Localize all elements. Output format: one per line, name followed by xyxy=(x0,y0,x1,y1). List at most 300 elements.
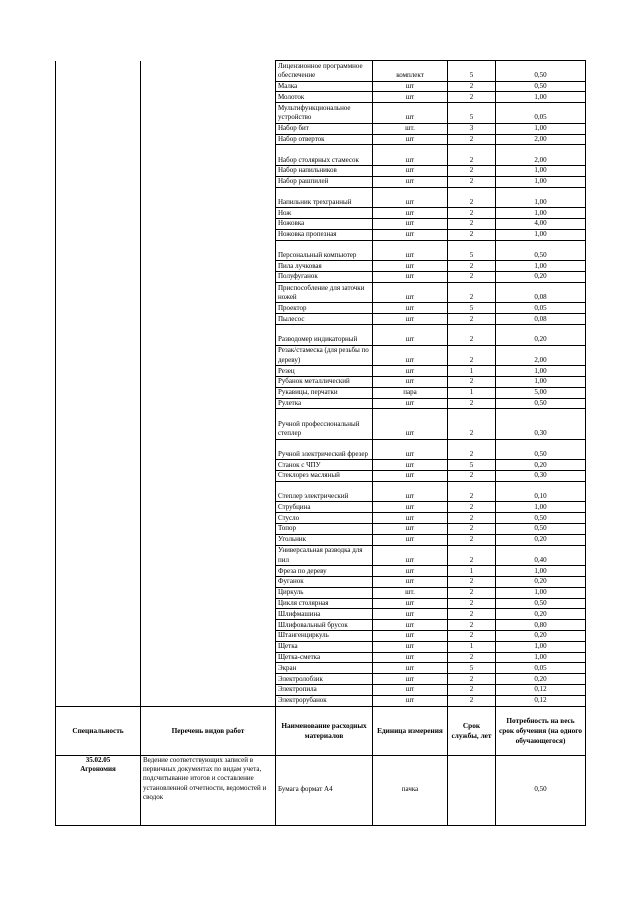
item-name-cell: Универсальная разводка для пил xyxy=(276,545,373,566)
item-name-cell: Щетка-сметка xyxy=(276,652,373,663)
item-unit-cell: шт xyxy=(373,398,448,409)
item-need-cell: 0,50 xyxy=(496,513,586,524)
table-row xyxy=(56,566,586,577)
item-unit-cell: шт xyxy=(373,534,448,545)
item-name-cell: Цикля столярная xyxy=(276,598,373,609)
need-cell: 0,50 xyxy=(496,755,586,825)
blank-cell xyxy=(56,271,141,282)
item-need-cell: 0,50 xyxy=(496,524,586,535)
item-term-cell: 2 xyxy=(448,577,496,588)
blank-cell xyxy=(141,366,276,377)
table-row xyxy=(56,695,586,706)
header-material: Наименование расходных материалов xyxy=(276,706,373,755)
table-row xyxy=(56,345,586,366)
item-need-cell: 1,00 xyxy=(496,92,586,103)
material-cell: Бумага формат А4 xyxy=(276,755,373,825)
item-need-cell: 0,10 xyxy=(496,481,586,502)
item-unit-cell: шт xyxy=(373,271,448,282)
blank-cell xyxy=(56,81,141,92)
item-term-cell: 2 xyxy=(448,652,496,663)
blank-cell xyxy=(141,145,276,166)
blank-cell xyxy=(141,271,276,282)
item-unit-cell: шт xyxy=(373,208,448,219)
item-need-cell: 1,00 xyxy=(496,652,586,663)
item-name-cell: Щетка xyxy=(276,641,373,652)
item-term-cell: 2 xyxy=(448,229,496,240)
item-unit-cell: шт xyxy=(373,92,448,103)
blank-cell xyxy=(141,609,276,620)
blank-cell xyxy=(141,460,276,471)
blank-cell xyxy=(141,502,276,513)
blank-cell xyxy=(141,641,276,652)
table-row xyxy=(56,609,586,620)
table-row xyxy=(56,663,586,674)
table-row xyxy=(56,218,586,229)
item-need-cell: 1,00 xyxy=(496,376,586,387)
table-row xyxy=(56,598,586,609)
item-unit-cell: шт xyxy=(373,134,448,145)
blank-cell xyxy=(56,303,141,314)
item-name-cell: Ручной профессиональный степлер xyxy=(276,409,373,439)
item-name-cell: Лицензионное программное обеспечение xyxy=(276,61,373,82)
item-unit-cell: шт xyxy=(373,641,448,652)
item-need-cell: 0,30 xyxy=(496,471,586,482)
table-row xyxy=(56,366,586,377)
item-need-cell: 0,20 xyxy=(496,631,586,642)
item-term-cell: 2 xyxy=(448,513,496,524)
blank-cell xyxy=(141,314,276,325)
item-need-cell: 0,20 xyxy=(496,534,586,545)
header-unit: Единица измерения xyxy=(373,706,448,755)
blank-cell xyxy=(56,631,141,642)
blank-cell xyxy=(56,685,141,696)
table-row xyxy=(56,303,586,314)
blank-cell xyxy=(141,631,276,642)
blank-cell xyxy=(56,366,141,377)
item-need-cell: 1,00 xyxy=(496,176,586,187)
specialty-name: Агрономия xyxy=(80,765,116,774)
item-term-cell: 2 xyxy=(448,282,496,303)
blank-cell xyxy=(56,208,141,219)
blank-cell xyxy=(141,674,276,685)
item-name-cell: Проектор xyxy=(276,303,373,314)
blank-cell xyxy=(56,620,141,631)
blank-cell xyxy=(141,303,276,314)
table-row xyxy=(56,502,586,513)
header-works: Перечень видов работ xyxy=(141,706,276,755)
blank-cell xyxy=(141,165,276,176)
blank-cell xyxy=(141,598,276,609)
blank-cell xyxy=(56,229,141,240)
item-unit-cell: шт xyxy=(373,471,448,482)
item-name-cell: Шлифмашина xyxy=(276,609,373,620)
blank-cell xyxy=(141,123,276,134)
blank-cell xyxy=(56,524,141,535)
item-term-cell: 1 xyxy=(448,387,496,398)
blank-cell xyxy=(141,81,276,92)
item-need-cell: 0,50 xyxy=(496,61,586,82)
item-term-cell: 2 xyxy=(448,620,496,631)
blank-cell xyxy=(56,345,141,366)
blank-cell xyxy=(141,566,276,577)
item-term-cell: 2 xyxy=(448,218,496,229)
item-unit-cell: шт xyxy=(373,545,448,566)
blank-cell xyxy=(56,376,141,387)
item-term-cell: 2 xyxy=(448,81,496,92)
item-unit-cell: шт xyxy=(373,218,448,229)
item-need-cell: 2,00 xyxy=(496,145,586,166)
blank-cell xyxy=(141,685,276,696)
item-need-cell: 2,00 xyxy=(496,345,586,366)
item-unit-cell: шт xyxy=(373,652,448,663)
item-term-cell: 5 xyxy=(448,61,496,82)
item-term-cell: 5 xyxy=(448,240,496,261)
item-name-cell: Персональный компьютер xyxy=(276,240,373,261)
blank-cell xyxy=(56,61,141,82)
item-term-cell: 2 xyxy=(448,324,496,345)
header-specialty: Специальность xyxy=(56,706,141,755)
table-row xyxy=(56,208,586,219)
item-need-cell: 1,00 xyxy=(496,587,586,598)
blank-cell xyxy=(56,176,141,187)
item-name-cell: Набор отверток xyxy=(276,134,373,145)
item-need-cell: 0,08 xyxy=(496,282,586,303)
blank-cell xyxy=(56,587,141,598)
item-term-cell: 2 xyxy=(448,314,496,325)
blank-cell xyxy=(141,324,276,345)
blank-cell xyxy=(141,398,276,409)
item-term-cell: 2 xyxy=(448,631,496,642)
item-term-cell: 2 xyxy=(448,92,496,103)
table-row xyxy=(56,481,586,502)
table-row xyxy=(56,145,586,166)
blank-cell xyxy=(56,534,141,545)
item-term-cell: 3 xyxy=(448,123,496,134)
blank-cell xyxy=(141,229,276,240)
blank-cell xyxy=(56,566,141,577)
materials-header-row xyxy=(56,706,586,755)
item-name-cell: Шлифовальный брусок xyxy=(276,620,373,631)
item-term-cell: 2 xyxy=(448,176,496,187)
equipment-table xyxy=(55,60,586,826)
item-need-cell: 1,00 xyxy=(496,229,586,240)
item-term-cell: 2 xyxy=(448,471,496,482)
table-row xyxy=(56,631,586,642)
blank-cell xyxy=(56,240,141,261)
blank-cell xyxy=(56,577,141,588)
blank-cell xyxy=(141,134,276,145)
item-name-cell: Стусло xyxy=(276,513,373,524)
item-unit-cell: шт xyxy=(373,609,448,620)
blank-cell xyxy=(141,652,276,663)
item-need-cell: 0,12 xyxy=(496,695,586,706)
item-unit-cell: шт xyxy=(373,240,448,261)
blank-cell xyxy=(141,481,276,502)
blank-cell xyxy=(141,587,276,598)
item-need-cell: 1,00 xyxy=(496,187,586,208)
blank-cell xyxy=(56,165,141,176)
item-need-cell: 0,20 xyxy=(496,674,586,685)
blank-cell xyxy=(141,376,276,387)
item-term-cell: 2 xyxy=(448,145,496,166)
item-term-cell: 2 xyxy=(448,685,496,696)
blank-cell xyxy=(141,261,276,272)
item-term-cell: 2 xyxy=(448,134,496,145)
item-need-cell: 0,20 xyxy=(496,609,586,620)
blank-cell xyxy=(141,695,276,706)
item-name-cell: Ручной электрический фрезер xyxy=(276,439,373,460)
item-name-cell: Напильник трехгранный xyxy=(276,187,373,208)
item-unit-cell: шт xyxy=(373,663,448,674)
table-row xyxy=(56,314,586,325)
item-name-cell: Нож xyxy=(276,208,373,219)
table-row xyxy=(56,103,586,124)
blank-cell xyxy=(56,261,141,272)
item-unit-cell: шт xyxy=(373,577,448,588)
item-unit-cell: шт xyxy=(373,620,448,631)
item-need-cell: 0,20 xyxy=(496,324,586,345)
blank-cell xyxy=(56,218,141,229)
item-name-cell: Фреза по дереву xyxy=(276,566,373,577)
item-name-cell: Полуфуганок xyxy=(276,271,373,282)
table-row xyxy=(56,271,586,282)
item-unit-cell: шт xyxy=(373,674,448,685)
item-name-cell: Струбцина xyxy=(276,502,373,513)
item-term-cell: 1 xyxy=(448,641,496,652)
item-name-cell: Набор столярных стамесок xyxy=(276,145,373,166)
item-term-cell: 2 xyxy=(448,502,496,513)
blank-cell xyxy=(56,663,141,674)
item-term-cell: 2 xyxy=(448,165,496,176)
blank-cell xyxy=(141,282,276,303)
item-name-cell: Стеклорез масляный xyxy=(276,471,373,482)
item-term-cell: 5 xyxy=(448,303,496,314)
blank-cell xyxy=(141,439,276,460)
blank-cell xyxy=(56,695,141,706)
item-term-cell: 2 xyxy=(448,398,496,409)
item-unit-cell: шт xyxy=(373,261,448,272)
table-row xyxy=(56,545,586,566)
item-need-cell: 0,30 xyxy=(496,409,586,439)
table-row xyxy=(56,534,586,545)
item-term-cell: 2 xyxy=(448,208,496,219)
item-unit-cell: шт xyxy=(373,103,448,124)
item-need-cell: 0,50 xyxy=(496,439,586,460)
item-name-cell: Топор xyxy=(276,524,373,535)
item-need-cell: 0,50 xyxy=(496,240,586,261)
blank-cell xyxy=(141,534,276,545)
blank-cell xyxy=(56,92,141,103)
item-unit-cell: шт xyxy=(373,502,448,513)
item-unit-cell: шт xyxy=(373,187,448,208)
table-row xyxy=(56,587,586,598)
item-unit-cell: шт xyxy=(373,229,448,240)
table-row xyxy=(56,123,586,134)
item-need-cell: 0,12 xyxy=(496,685,586,696)
item-unit-cell: шт xyxy=(373,81,448,92)
item-name-cell: Фуганок xyxy=(276,577,373,588)
table-row xyxy=(56,652,586,663)
item-unit-cell: шт xyxy=(373,324,448,345)
table-row xyxy=(56,641,586,652)
table-row xyxy=(56,471,586,482)
item-term-cell: 2 xyxy=(448,376,496,387)
item-name-cell: Станок с ЧПУ xyxy=(276,460,373,471)
blank-cell xyxy=(56,324,141,345)
item-term-cell: 5 xyxy=(448,460,496,471)
blank-cell xyxy=(56,481,141,502)
item-term-cell: 2 xyxy=(448,271,496,282)
item-unit-cell: шт xyxy=(373,345,448,366)
table-row xyxy=(56,685,586,696)
blank-cell xyxy=(141,524,276,535)
materials-row xyxy=(56,755,586,825)
blank-cell xyxy=(56,598,141,609)
item-need-cell: 0,20 xyxy=(496,271,586,282)
blank-cell xyxy=(56,145,141,166)
item-need-cell: 0,08 xyxy=(496,314,586,325)
item-name-cell: Рубанок металлический xyxy=(276,376,373,387)
item-unit-cell: пара xyxy=(373,387,448,398)
blank-cell xyxy=(141,92,276,103)
item-unit-cell: шт xyxy=(373,481,448,502)
item-need-cell: 1,00 xyxy=(496,566,586,577)
item-term-cell: 2 xyxy=(448,187,496,208)
table-row xyxy=(56,134,586,145)
table-row xyxy=(56,409,586,439)
item-need-cell: 1,00 xyxy=(496,641,586,652)
table-row xyxy=(56,387,586,398)
item-term-cell: 2 xyxy=(448,674,496,685)
table-row xyxy=(56,187,586,208)
item-name-cell: Степлер электрический xyxy=(276,481,373,502)
item-need-cell: 0,50 xyxy=(496,81,586,92)
item-name-cell: Ножовка xyxy=(276,218,373,229)
item-unit-cell: шт xyxy=(373,366,448,377)
specialty-code: 35.02.05 xyxy=(85,755,111,764)
item-name-cell: Циркуль xyxy=(276,587,373,598)
item-name-cell: Рулетка xyxy=(276,398,373,409)
item-unit-cell: комплект xyxy=(373,61,448,82)
item-unit-cell: шт xyxy=(373,598,448,609)
item-unit-cell: шт xyxy=(373,685,448,696)
table-row xyxy=(56,674,586,685)
blank-cell xyxy=(141,545,276,566)
item-need-cell: 0,05 xyxy=(496,103,586,124)
header-term: Срок службы, лет xyxy=(448,706,496,755)
item-need-cell: 0,20 xyxy=(496,577,586,588)
table-row xyxy=(56,240,586,261)
item-need-cell: 0,80 xyxy=(496,620,586,631)
table-row xyxy=(56,61,586,82)
blank-cell xyxy=(141,620,276,631)
item-term-cell: 2 xyxy=(448,695,496,706)
blank-cell xyxy=(56,460,141,471)
item-name-cell: Разводомер индикаторный xyxy=(276,324,373,345)
table-row xyxy=(56,513,586,524)
item-unit-cell: шт xyxy=(373,376,448,387)
item-term-cell: 2 xyxy=(448,545,496,566)
item-unit-cell: шт xyxy=(373,282,448,303)
table-row xyxy=(56,398,586,409)
blank-cell xyxy=(56,398,141,409)
table-row xyxy=(56,282,586,303)
blank-cell xyxy=(56,641,141,652)
item-need-cell: 0,05 xyxy=(496,663,586,674)
item-name-cell: Резак/стамеска (для резьбы по дереву) xyxy=(276,345,373,366)
blank-cell xyxy=(141,61,276,82)
blank-cell xyxy=(56,545,141,566)
blank-cell xyxy=(56,409,141,439)
item-need-cell: 0,20 xyxy=(496,460,586,471)
item-need-cell: 4,00 xyxy=(496,218,586,229)
item-unit-cell: шт xyxy=(373,524,448,535)
item-name-cell: Набор рашпилей xyxy=(276,176,373,187)
term-cell xyxy=(448,755,496,825)
blank-cell xyxy=(56,502,141,513)
equipment-table-body xyxy=(56,61,586,707)
item-unit-cell: шт xyxy=(373,145,448,166)
blank-cell xyxy=(141,103,276,124)
blank-cell xyxy=(141,471,276,482)
item-term-cell: 2 xyxy=(448,481,496,502)
table-row xyxy=(56,165,586,176)
item-need-cell: 2,00 xyxy=(496,134,586,145)
item-term-cell: 5 xyxy=(448,663,496,674)
blank-cell xyxy=(141,663,276,674)
item-name-cell: Экран xyxy=(276,663,373,674)
item-need-cell: 0,05 xyxy=(496,303,586,314)
table-row xyxy=(56,439,586,460)
item-unit-cell: шт xyxy=(373,303,448,314)
blank-cell xyxy=(56,134,141,145)
item-need-cell: 1,00 xyxy=(496,165,586,176)
item-term-cell: 2 xyxy=(448,534,496,545)
item-name-cell: Набор напильников xyxy=(276,165,373,176)
blank-cell xyxy=(56,471,141,482)
item-unit-cell: шт xyxy=(373,566,448,577)
item-need-cell: 5,00 xyxy=(496,387,586,398)
blank-cell xyxy=(141,218,276,229)
table-row xyxy=(56,92,586,103)
item-unit-cell: шт xyxy=(373,165,448,176)
item-term-cell: 2 xyxy=(448,261,496,272)
item-name-cell: Штангенциркуль xyxy=(276,631,373,642)
blank-cell xyxy=(56,314,141,325)
item-name-cell: Мультифункциональное устройство xyxy=(276,103,373,124)
item-unit-cell: шт xyxy=(373,176,448,187)
blank-cell xyxy=(56,282,141,303)
table-row xyxy=(56,81,586,92)
blank-cell xyxy=(141,208,276,219)
item-unit-cell: шт xyxy=(373,409,448,439)
table-row xyxy=(56,376,586,387)
item-name-cell: Угольник xyxy=(276,534,373,545)
item-term-cell: 1 xyxy=(448,566,496,577)
item-need-cell: 0,50 xyxy=(496,398,586,409)
item-name-cell: Молоток xyxy=(276,92,373,103)
blank-cell xyxy=(141,387,276,398)
item-term-cell: 1 xyxy=(448,366,496,377)
item-term-cell: 2 xyxy=(448,439,496,460)
item-name-cell: Резец xyxy=(276,366,373,377)
item-term-cell: 2 xyxy=(448,587,496,598)
item-name-cell: Пила лучковая xyxy=(276,261,373,272)
item-name-cell: Рукавицы, перчатки xyxy=(276,387,373,398)
item-term-cell: 2 xyxy=(448,345,496,366)
item-unit-cell: шт xyxy=(373,513,448,524)
item-need-cell: 1,00 xyxy=(496,366,586,377)
